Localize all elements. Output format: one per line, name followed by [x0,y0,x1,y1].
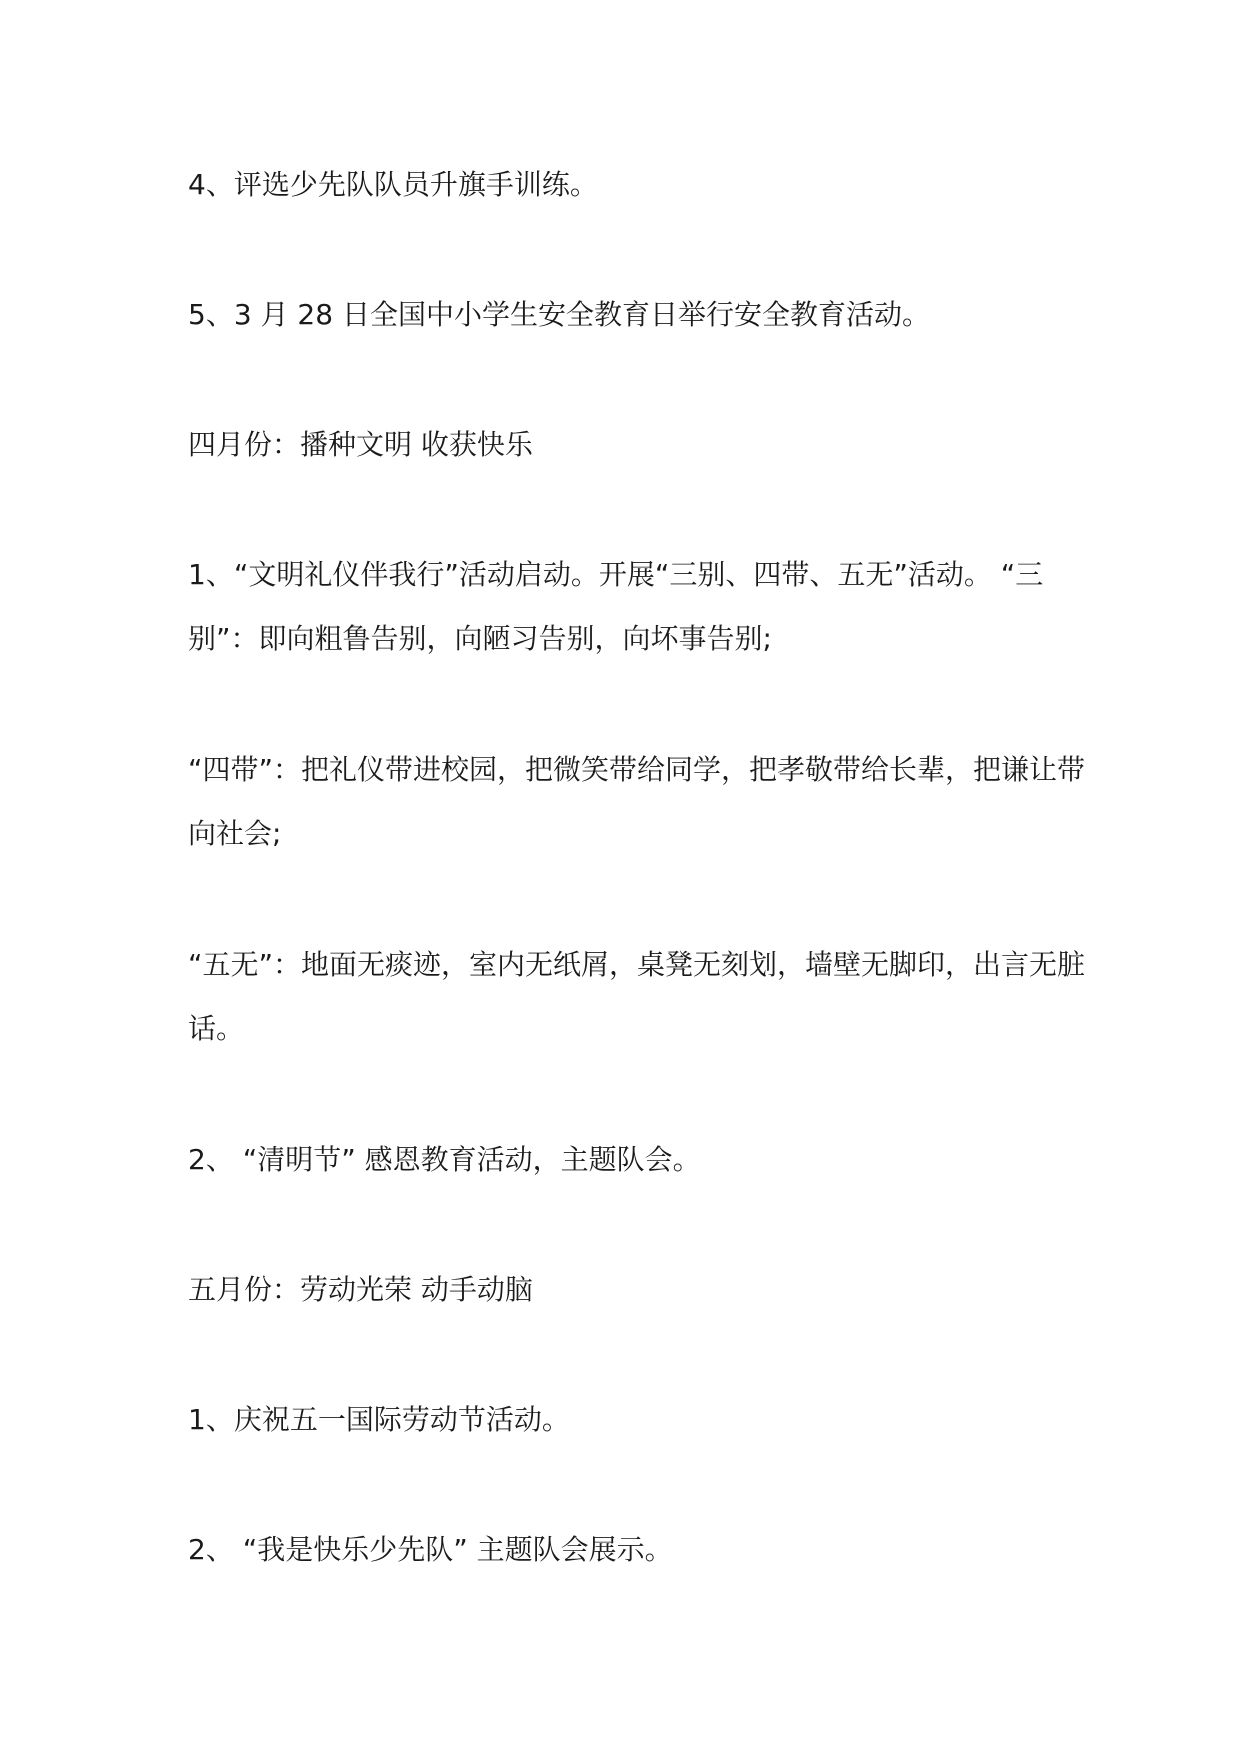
paragraph-item-4-flag-raiser: 4、评选少先队队员升旗手训练。 [188,168,598,201]
paragraph-four-bring: “四带”：把礼仪带进校园，把微笑带给同学，把孝敬带给长辈，把谦让带向社会; [188,753,1086,850]
paragraph-april-item-2: 2、 “清明节” 感恩教育活动，主题队会。 [188,1143,701,1176]
heading-april: 四月份：播种文明 收获快乐 [188,428,533,461]
paragraph-april-item-1: 1、“文明礼仪伴我行”活动启动。开展“三别、四带、五无”活动。 “三别”：即向粗鲁告别，向陋习告别，向坏事告别; [188,558,1044,655]
heading-may: 五月份：劳动光荣 动手动脑 [188,1273,533,1306]
paragraph-item-5-safety-day: 5、3 月 28 日全国中小学生安全教育日举行安全教育活动。 [188,298,930,331]
paragraph-may-item-2: 2、 “我是快乐少先队” 主题队会展示。 [188,1533,673,1566]
paragraph-five-none: “五无”：地面无痰迹，室内无纸屑，桌凳无刻划，墙壁无脚印，出言无脏话。 [188,948,1086,1045]
paragraph-may-item-1: 1、庆祝五一国际劳动节活动。 [188,1403,570,1436]
